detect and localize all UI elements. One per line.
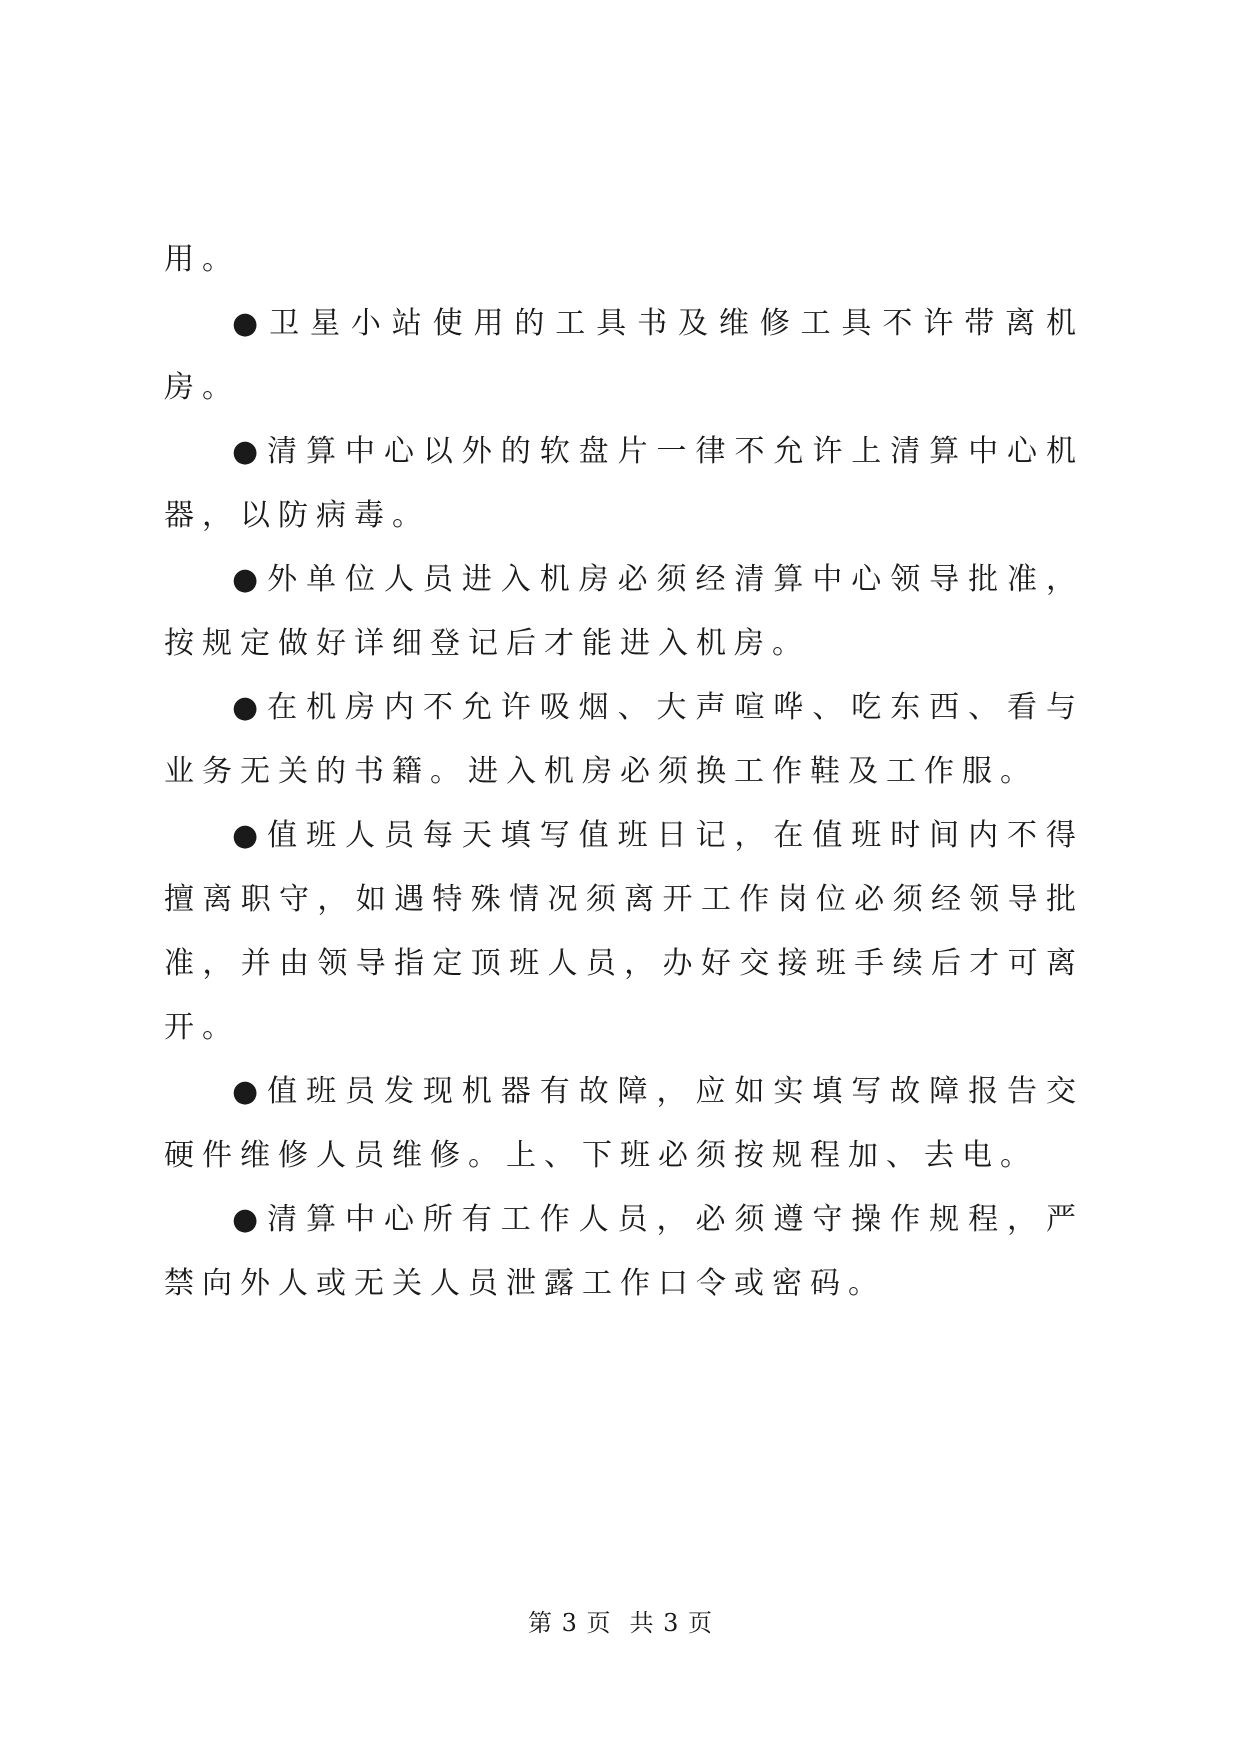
rule-paragraph-5: ●值班人员每天填写值班日记，在值班时间内不得擅离职守，如遇特殊情况须离开工作岗位必须经领导批准，并由领导指定顶班人员，办好交接班手续后才可离开。: [164, 818, 1084, 1045]
rule-paragraph-4: ●在机房内不允许吸烟、大声喧哗、吃东西、看与业务无关的书籍。进入机房必须换工作鞋及工作服。: [164, 690, 1084, 789]
rule-paragraph-7: ●清算中心所有工作人员，必须遵守操作规程，严禁向外人或无关人员泄露工作口令或密码。: [164, 1202, 1084, 1301]
page-total: 共 3 页: [629, 1609, 714, 1637]
rule-paragraph-3: ●外单位人员进入机房必须经清算中心领导批准，按规定做好详细登记后才能进入机房。: [164, 562, 1084, 661]
page-number: 第 3 页: [527, 1609, 612, 1637]
rule-paragraph-6: ●值班员发现机器有故障，应如实填写故障报告交硬件维修人员维修。上、下班必须按规程加、去电。: [164, 1074, 1084, 1173]
document-body: [164, 228, 1084, 1316]
rule-paragraph-2: ●清算中心以外的软盘片一律不允许上清算中心机器，以防病毒。: [164, 434, 1084, 533]
rule-paragraph-1: ●卫星小站使用的工具书及维修工具不许带离机房。: [164, 306, 1084, 405]
continuation-line: 用。: [164, 242, 240, 277]
page-footer: [0, 1608, 1241, 1638]
